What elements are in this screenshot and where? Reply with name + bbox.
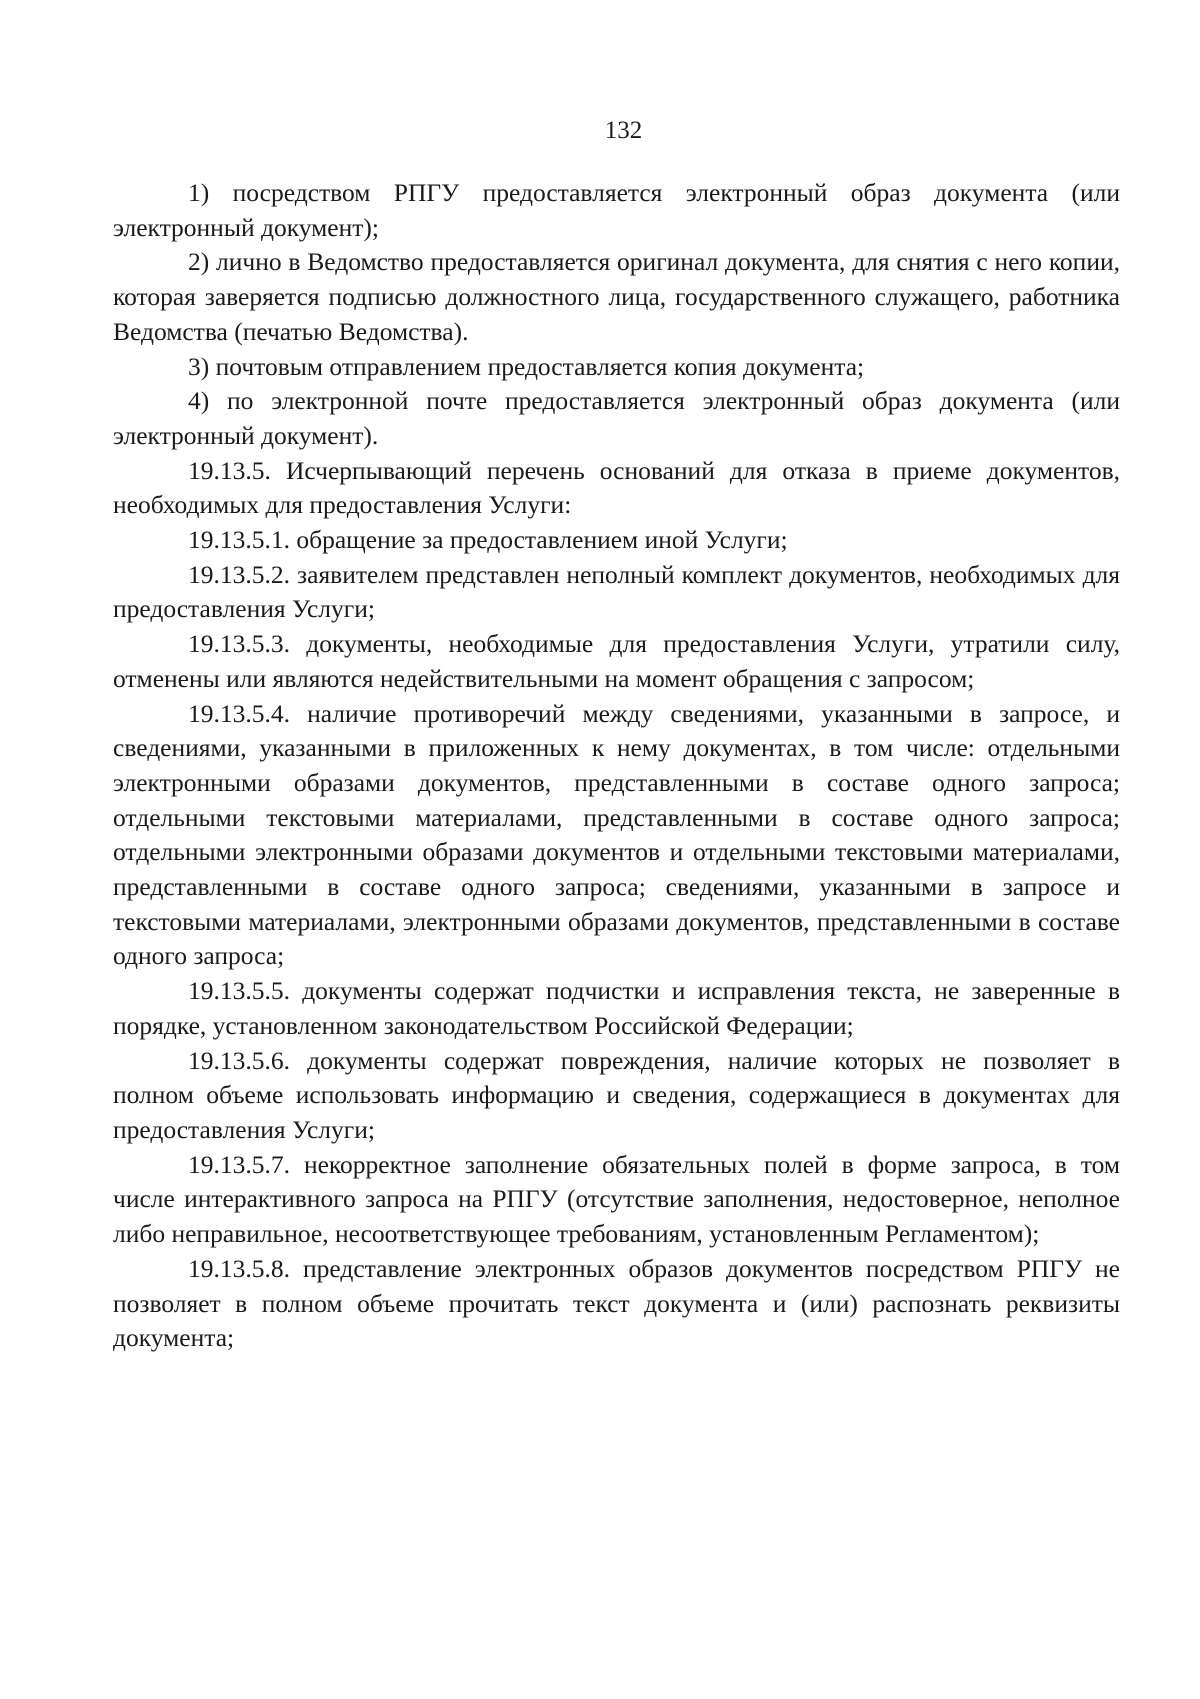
paragraph-section-19-13-5: 19.13.5. Исчерпывающий перечень оснований для отказа в приеме документов, необходимых для предоставления Услуги: <box>113 455 1120 520</box>
paragraph-19-13-5-6: 19.13.5.6. документы содержат повреждения, наличие которых не позволяет в полном объеме использовать информацию и сведения, содержащиеся в документах для предоставления Услуги; <box>113 1045 1120 1144</box>
paragraph-19-13-5-8: 19.13.5.8. представление электронных образов документов посредством РПГУ не позволяет в полном объеме прочитать текст документа и (или) распознать реквизиты документа; <box>113 1253 1120 1353</box>
paragraph-item-1: 1) посредством РПГУ предоставляется электронный образ документа (или электронный документ); <box>113 178 1120 242</box>
paragraph-item-3: 3) почтовым отправлением предоставляется копия документа; <box>188 351 865 381</box>
paragraph-19-13-5-3: 19.13.5.3. документы, необходимые для предоставления Услуги, утратили силу, отменены или являются недействительными на момент обращения с запросом; <box>113 629 1120 693</box>
paragraph-19-13-5-5: 19.13.5.5. документы содержат подчистки и исправления текста, не заверенные в порядке, установленном законодательством Российской Федерации; <box>113 976 1120 1040</box>
document-body <box>113 176 1120 1356</box>
page-number: 132 <box>604 117 643 144</box>
paragraph-item-2: 2) лично в Ведомство предоставляется оригинал документа, для снятия с него копии, которая заверяется подписью должностного лица, государственного служащего, работника Ведомства (печатью Ведомства). <box>113 247 1120 346</box>
paragraph-item-4: 4) по электронной почте предоставляется электронный образ документа (или электронный документ). <box>113 386 1120 450</box>
paragraph-19-13-5-1: 19.13.5.1. обращение за предоставлением иной Услуги; <box>188 525 788 555</box>
paragraph-19-13-5-7: 19.13.5.7. некорректное заполнение обязательных полей в форме запроса, в том числе интерактивного запроса на РПГУ (отсутствие заполнения, недостоверное, неполное либо неправильное, несоответствующее требованиям, установленным Регламентом); <box>113 1149 1120 1249</box>
paragraph-19-13-5-2: 19.13.5.2. заявителем представлен неполный комплект документов, необходимых для предоставления Услуги; <box>113 559 1120 624</box>
paragraph-19-13-5-4: 19.13.5.4. наличие противоречий между сведениями, указанными в запросе, и сведениями, указанными в приложенных к нему документах, в том числе: отдельными электронными образами документов, представленными в составе одного запроса; отдельными текстовыми материалами, представленными в составе одного запроса; отдельными электронными образами документов и отдельными текстовыми материалами, представленными в составе одного запроса; сведениями, указанными в запросе и текстовыми материалами, электронными образами документов, представленными в составе одного запроса; <box>113 698 1120 971</box>
